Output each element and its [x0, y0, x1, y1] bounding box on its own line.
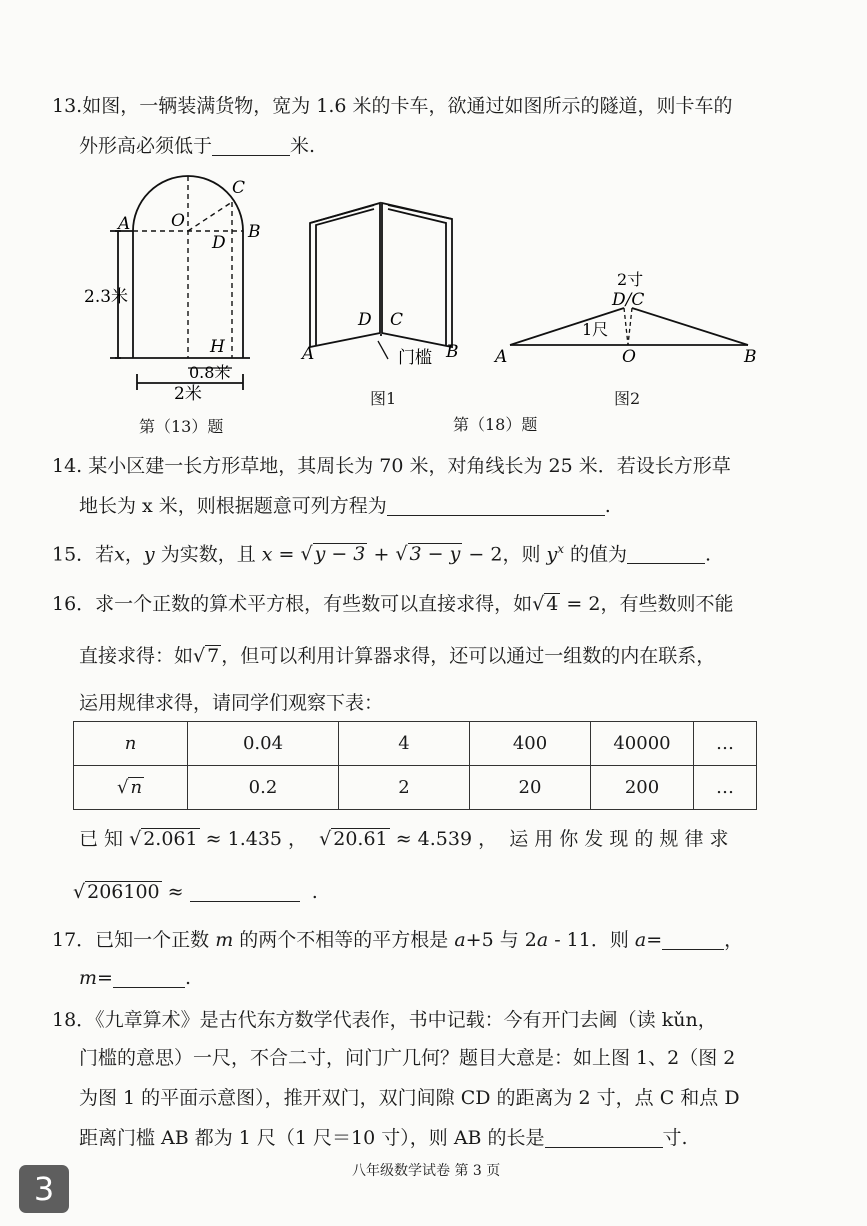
fig2-label-O: O	[622, 347, 636, 367]
q15-answer-blank[interactable]	[627, 543, 705, 564]
q13-line1: 13.如图，一辆装满货物，宽为 1.6 米的卡车，欲通过如图所示的隧道，则卡车的	[52, 95, 733, 117]
q16-end: .	[311, 881, 318, 903]
q16-radicand-7: 7	[207, 645, 220, 667]
q17-line2	[79, 966, 191, 990]
q16-radical-2061: √ 2.061	[129, 828, 198, 850]
door-figure-1	[300, 195, 470, 375]
label-B: B	[248, 222, 261, 242]
q16-value-2: ≈ 4.539 ，	[389, 828, 498, 850]
table-cell: 20	[470, 766, 591, 810]
page-number-badge: 3	[19, 1165, 69, 1213]
q16-radicand-206100: 206100	[87, 881, 160, 903]
q17-eq2: =	[97, 967, 113, 989]
q15-radical-2: √ 3 − y	[395, 543, 461, 566]
q18-line4-end: 寸.	[662, 1127, 688, 1149]
q15-mid: 为实数，且	[154, 543, 262, 566]
q16-line1-end: = 2，有些数则不能	[560, 593, 734, 615]
q16-line1-text: 16．求一个正数的算术平方根，有些数可以直接求得，如	[52, 593, 533, 615]
q17-a-answer-blank[interactable]	[662, 929, 724, 950]
q15-line	[52, 537, 711, 566]
q14-line2	[79, 494, 611, 518]
label-A: A	[118, 214, 131, 234]
table-cell: 400	[470, 722, 591, 766]
table-cell: 0.04	[188, 722, 339, 766]
q15-tail: − 2	[462, 543, 503, 566]
q15-end: .	[705, 543, 712, 566]
q16-radicand-2061: 2.061	[143, 828, 198, 850]
label-C: C	[232, 178, 246, 198]
q13-answer-blank[interactable]	[212, 135, 290, 156]
q18-line4-text: 距离门槛 AB 都为 1 尺（1 尺＝10 寸），则 AB 的长是	[79, 1127, 545, 1149]
label-D: D	[212, 233, 226, 253]
q15-var-x: x	[114, 543, 125, 566]
label-width: 2米	[174, 384, 202, 404]
q15-comma: ，	[124, 543, 144, 566]
q16-radical-2061b: √ 20.61	[319, 828, 388, 850]
fig1-threshold-label: 门槛	[398, 348, 432, 368]
q15-var-y: y	[143, 543, 155, 566]
q18-line3: 为图 1 的平面示意图），推开双门，双门间隙 CD 的距离为 2 寸，点 C 和点 D	[79, 1087, 740, 1109]
fig1-label-B: B	[446, 342, 459, 362]
fig2-label-DC: D/C	[612, 290, 645, 310]
fig1-label-D: D	[358, 310, 372, 330]
q15-plus: +	[367, 543, 396, 566]
table-cell: 0.2	[188, 766, 339, 810]
label-height: 2.3米	[84, 287, 129, 307]
q16-line4	[79, 827, 729, 851]
fig2-caption: 图2	[614, 389, 641, 408]
tunnel-figure	[84, 168, 261, 408]
q17-eq1: =	[646, 929, 663, 951]
q18-line4	[79, 1126, 688, 1150]
q15-eq-lhs: x	[261, 543, 273, 566]
q18-line1: 18．《九章算术》是古代东方数学代表作，书中记载：今有开门去阃（读 kǔn，	[52, 1009, 717, 1031]
q15-post: 的值为	[564, 543, 628, 566]
q17-m-answer-blank[interactable]	[113, 967, 185, 988]
q16-radical-7: √ 7	[193, 645, 220, 667]
door-figure-2	[490, 265, 770, 375]
table-cell: 200	[591, 766, 694, 810]
q17-comma: ，	[724, 929, 744, 951]
q15-radicand-1: y − 3	[314, 543, 366, 566]
q16-line5	[73, 880, 318, 904]
q16-radicand-4: 4	[546, 593, 559, 615]
q18-figure-caption: 第（18）题	[453, 415, 538, 434]
label-H: H	[210, 337, 225, 357]
q17-var-a1: a	[454, 929, 466, 951]
q16-line3: 运用规律求得，请同学们观察下表：	[79, 692, 384, 714]
q17-expr1: +5 与 2	[465, 929, 537, 951]
q17-line1	[52, 928, 743, 952]
q13-caption: 第（13）题	[139, 417, 224, 436]
fig2-label-B: B	[744, 347, 757, 367]
label-O: O	[171, 211, 185, 231]
q14-line2-text: 地长为 x 米，则根据题意可列方程为	[79, 495, 387, 517]
q17-end: .	[184, 967, 191, 989]
table-cell: 2	[339, 766, 470, 810]
q17-mid: 的两个不相等的平方根是	[233, 929, 455, 951]
q18-line2: 门槛的意思）一尺，不合二寸，问门广几何？题目大意是：如上图 1、2（图 2	[79, 1047, 736, 1069]
q17-var-m: m	[215, 929, 234, 951]
q14-answer-blank[interactable]	[387, 495, 605, 516]
q16-line2-text: 直接求得：如	[79, 645, 194, 667]
q17-expr2: - 11．则	[548, 929, 635, 951]
table-row	[74, 722, 757, 766]
q15-pre: 15．若	[52, 543, 115, 566]
table-cell: n	[74, 722, 188, 766]
fig1-label-A: A	[302, 344, 315, 364]
q16-line1	[52, 592, 733, 616]
q16-radicand-2061b: 20.61	[333, 828, 388, 850]
q17-var-a2: a	[536, 929, 549, 951]
table-head-radicand: n	[130, 777, 143, 798]
q16-line4-text: 已 知	[79, 828, 130, 850]
q13-line2	[79, 134, 315, 158]
q15-eq-sign: =	[272, 543, 301, 566]
q15-radicand-2: 3 − y	[409, 543, 461, 566]
q13-line2-text: 外形高必须低于	[79, 135, 213, 157]
q16-line2-end: ，但可以利用计算器求得，还可以通过一组数的内在联系，	[221, 645, 716, 667]
q15-power-exp: x	[557, 542, 564, 556]
q14-line1: 14. 某小区建一长方形草地，其周长为 70 米，对角线长为 25 米．若设长方形草	[52, 455, 731, 477]
q17-pre: 17．已知一个正数	[52, 929, 216, 951]
table-cell: 40000	[591, 722, 694, 766]
q16-approx: ≈	[161, 881, 184, 903]
q16-value-1: ≈ 1.435 ，	[199, 828, 308, 850]
label-0.8: 0.8米	[189, 363, 231, 382]
fig1-label-C: C	[390, 310, 404, 330]
q15-then: ，则	[502, 543, 547, 566]
q13-line2-end: 米.	[290, 135, 316, 157]
sqrt-table	[73, 721, 757, 810]
table-row	[74, 766, 757, 810]
fig2-label-A: A	[495, 347, 508, 367]
page-footer: 八年级数学试卷 第 3 页	[352, 1163, 501, 1179]
q16-line4-end: 运 用 你 发 现 的 规 律 求	[509, 828, 729, 850]
q16-line2	[79, 644, 715, 668]
fig2-label-1chi: 1尺	[582, 320, 609, 339]
table-cell: …	[694, 722, 757, 766]
q15-radical-1: √ y − 3	[300, 543, 366, 566]
q16-radical-4: √ 4	[532, 593, 559, 615]
q18-answer-blank[interactable]	[545, 1127, 663, 1148]
fig2-label-2cun: 2寸	[617, 270, 644, 289]
q17-var-m2: m	[79, 967, 98, 989]
q17-var-a3: a	[634, 929, 647, 951]
q16-radical-206100: √ 206100	[73, 881, 160, 903]
table-cell: …	[694, 766, 757, 810]
q14-line2-end: .	[604, 495, 611, 517]
table-cell: 4	[339, 722, 470, 766]
fig1-caption: 图1	[370, 389, 397, 408]
q15-power-base: y	[546, 543, 558, 566]
q16-answer-blank[interactable]	[190, 881, 300, 902]
table-cell: √ n	[74, 766, 188, 810]
